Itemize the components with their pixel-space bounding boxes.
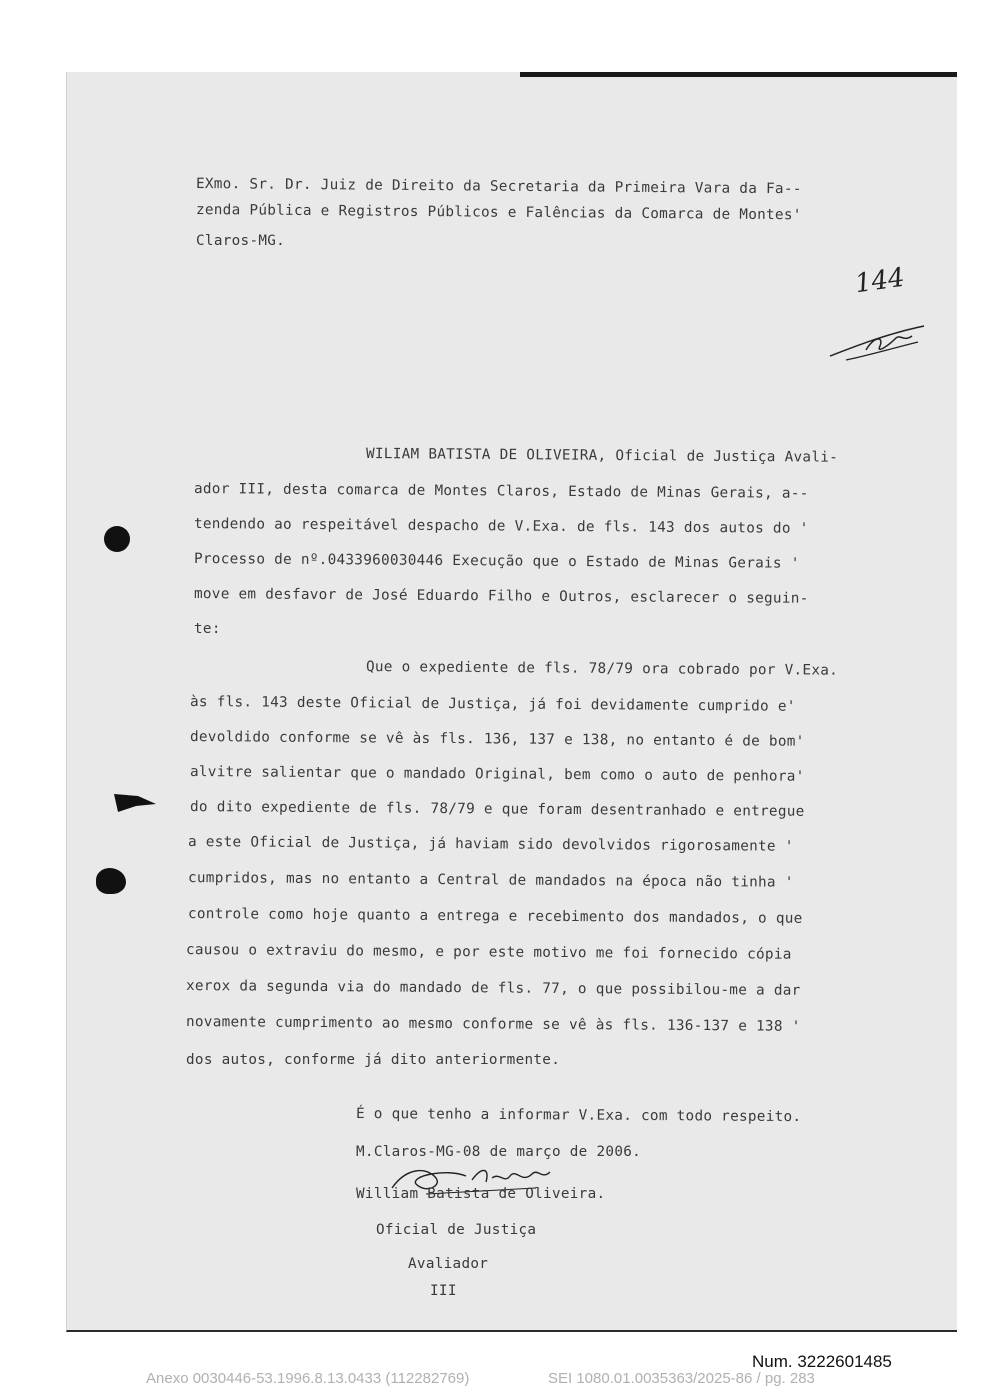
para1-line-6: te: [194,621,221,637]
signer-name: William Batista de Oliveira. [356,1186,606,1202]
para2-line-8: controle como hoje quanto a entrega e recebimento dos mandados, o que [187,906,803,927]
para2-line-4: alvitre salientar que o mandado Original, bem como o auto de penhora' [189,764,805,785]
para1-line-1: WILIAM BATISTA DE OLIVEIRA, Oficial de Justiça Avali- [365,446,839,466]
rubric-mark [826,316,930,366]
address-line-3: Claros-MG. [196,233,286,249]
punch-hole-mark-top [104,526,130,552]
para2-line-3: devoldido conforme se vê às fls. 136, 137 e 138, no entanto é de bom' [189,729,805,750]
scan-edge-rule [520,72,957,77]
annex-reference: Anexo 0030446-53.1996.8.13.0433 (112282769) [146,1370,470,1387]
page-number-stamp: 144 [853,262,907,300]
para1-line-5: move em desfavor de José Eduardo Filho e Outros, esclarecer o seguin- [193,586,809,607]
para1-line-4: Processo de nº.0433960030446 Execução que o Estado de Minas Gerais ' [193,551,800,572]
document-number: Num. 3222601485 [752,1352,892,1371]
para2-line-7: cumpridos, mas no entanto a Central de mandados na época não tinha ' [187,870,794,891]
signer-level: III [430,1283,457,1299]
para2-line-6: a este Oficial de Justiça, já haviam sido devolvidos rigorosamente ' [187,834,794,855]
para2-line-2: às fls. 143 deste Oficial de Justiça, já foi devidamente cumprido e' [189,694,796,715]
punch-hole-mark-bottom [96,868,126,894]
para1-line-2: ador III, desta comarca de Montes Claros, Estado de Minas Gerais, a-- [193,481,809,502]
closing-line: É o que tenho a informar V.Exa. com todo respeito. [355,1106,802,1126]
punch-hole-mark-middle [114,790,158,814]
para2-line-5: do dito expediente de fls. 78/79 e que foram desentranhado e entregue [189,799,805,820]
para2-line-1: Que o expediente de fls. 78/79 ora cobrado por V.Exa. [365,659,839,679]
signer-title: Avaliador [408,1256,489,1272]
signer-role: Oficial de Justiça [376,1222,537,1238]
sei-reference: SEI 1080.01.0035363/2025-86 / pg. 283 [548,1370,815,1387]
para2-line-12: dos autos, conforme já dito anteriormente. [186,1052,561,1068]
para2-line-10: xerox da segunda via do mandado de fls. 77, o que possibilou-me a dar [185,978,801,999]
para2-line-11: novamente cumprimento ao mesmo conforme se vê às fls. 136-137 e 138 ' [185,1014,801,1035]
address-line-2: zenda Pública e Registros Públicos e Falências da Comarca de Montes' [195,202,802,224]
place-date: M.Claros-MG-08 de março de 2006. [356,1144,642,1160]
para2-line-9: causou o extraviu do mesmo, e por este motivo me foi fornecido cópia [185,942,792,963]
para1-line-3: tendendo ao respeitável despacho de V.Exa. de fls. 143 dos autos do ' [193,516,809,537]
address-line-1: EXmo. Sr. Dr. Juiz de Direito da Secretaria da Primeira Vara da Fa-- [195,176,802,198]
